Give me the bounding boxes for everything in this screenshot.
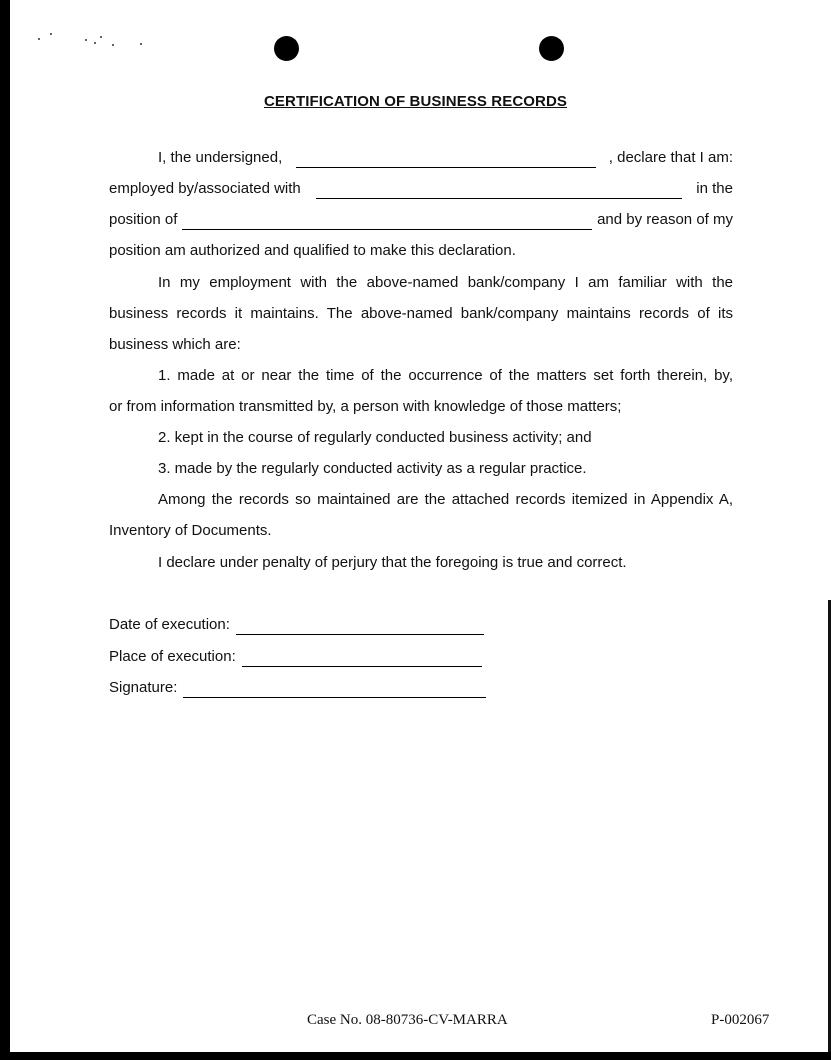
declaration-line-2 <box>109 179 733 199</box>
scan-speck <box>100 36 102 38</box>
records-line-1: Among the records so maintained are the attached records itemized in Appendix A, <box>158 491 733 508</box>
document-title: CERTIFICATION OF BUSINESS RECORDS <box>263 93 568 110</box>
place-of-execution-blank[interactable] <box>242 651 482 667</box>
scan-speck <box>85 39 87 41</box>
in-the-text: in the <box>696 180 733 197</box>
employer-blank[interactable] <box>316 183 682 199</box>
punch-hole-right <box>539 36 564 61</box>
scan-speck <box>50 33 52 35</box>
employer-label: employed by/associated with <box>109 180 301 197</box>
place-of-execution-label: Place of execution: <box>109 648 236 665</box>
date-of-execution-row <box>109 615 484 635</box>
scan-speck <box>112 44 114 46</box>
records-line-2: Inventory of Documents. <box>109 522 272 539</box>
signature-row <box>109 678 486 698</box>
punch-hole-left <box>274 36 299 61</box>
undersigned-label: I, the undersigned, <box>158 149 283 166</box>
scan-speck <box>38 38 40 40</box>
signature-label: Signature: <box>109 679 178 696</box>
declare-text: , declare that I am: <box>608 149 733 166</box>
position-blank[interactable] <box>182 214 592 230</box>
signature-blank[interactable] <box>183 682 486 698</box>
familiarity-line-3: business which are: <box>109 336 241 353</box>
date-of-execution-blank[interactable] <box>236 619 484 635</box>
scan-edge-bottom <box>0 1052 831 1060</box>
name-blank[interactable] <box>296 152 596 168</box>
item-2: 2. kept in the course of regularly conducted business activity; and <box>158 429 592 446</box>
declaration-line-1 <box>158 148 733 168</box>
familiarity-line-2: business records it maintains. The above-named bank/company maintains records of its <box>109 305 733 322</box>
declaration-line-4: position am authorized and qualified to make this declaration. <box>109 242 516 259</box>
item-1-line-2: or from information transmitted by, a person with knowledge of those matters; <box>109 398 622 415</box>
scan-edge-left <box>0 0 10 1060</box>
position-label: position of <box>109 211 178 228</box>
item-1-line-1: 1. made at or near the time of the occurrence of the matters set forth therein, by, <box>158 367 733 384</box>
case-number: Case No. 08-80736-CV-MARRA <box>307 1012 508 1028</box>
bates-number: P-002067 <box>711 1012 770 1028</box>
scan-speck <box>94 42 96 44</box>
place-of-execution-row <box>109 647 482 667</box>
declaration-line-3 <box>109 210 733 230</box>
familiarity-line-1: In my employment with the above-named bank/company I am familiar with the <box>158 274 733 291</box>
item-3: 3. made by the regularly conducted activity as a regular practice. <box>158 460 587 477</box>
scan-speck <box>140 43 142 45</box>
date-of-execution-label: Date of execution: <box>109 616 230 633</box>
perjury-statement: I declare under penalty of perjury that the foregoing is true and correct. <box>158 554 627 571</box>
reason-text: and by reason of my <box>597 211 733 228</box>
